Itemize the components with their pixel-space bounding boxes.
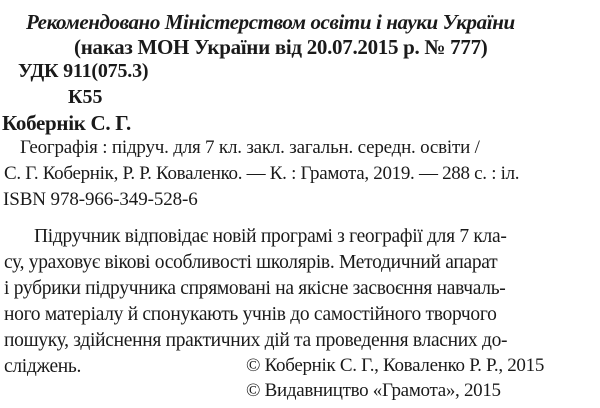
copyright-authors: © Кобернік С. Г., Коваленко Р. Р., 2015: [246, 355, 545, 376]
isbn: ISBN 978-966-349-528-6: [3, 189, 198, 210]
annotation-line: Підручник відповідає новій програмі з географії для 7 кла-: [34, 226, 507, 247]
copyright-publisher: © Видавництво «Грамота», 2015: [246, 380, 501, 401]
annotation-line: сліджень.: [4, 356, 82, 377]
annotation-line: пошуку, здійснення практичних дій та проведення власних до-: [4, 330, 508, 351]
udk-code: УДК 911(075.3): [18, 60, 149, 82]
author-code: К55: [68, 86, 103, 108]
annotation-line: і рубрики підручника спрямовані на якісне засвоєння навчаль-: [4, 278, 506, 299]
annotation-line: су, ураховує вікові особливості школярів. Методичний апарат: [4, 252, 498, 273]
recommendation-text: Рекомендовано Міністерством освіти і науки України: [26, 10, 515, 34]
bibliographic-description-line2: С. Г. Кобернік, Р. Р. Коваленко. — К. : Грамота, 2019. — 288 с. : іл.: [4, 163, 520, 184]
author-name: Кобернік С. Г.: [2, 111, 131, 135]
ministry-order-text: (наказ МОН України від 20.07.2015 р. № 777): [74, 35, 488, 59]
annotation-line: ного матеріалу й спонукають учнів до самостійного творчого: [4, 304, 497, 325]
bibliographic-description-line1: Географія : підруч. для 7 кл. закл. загальн. середн. освіти /: [20, 137, 480, 158]
